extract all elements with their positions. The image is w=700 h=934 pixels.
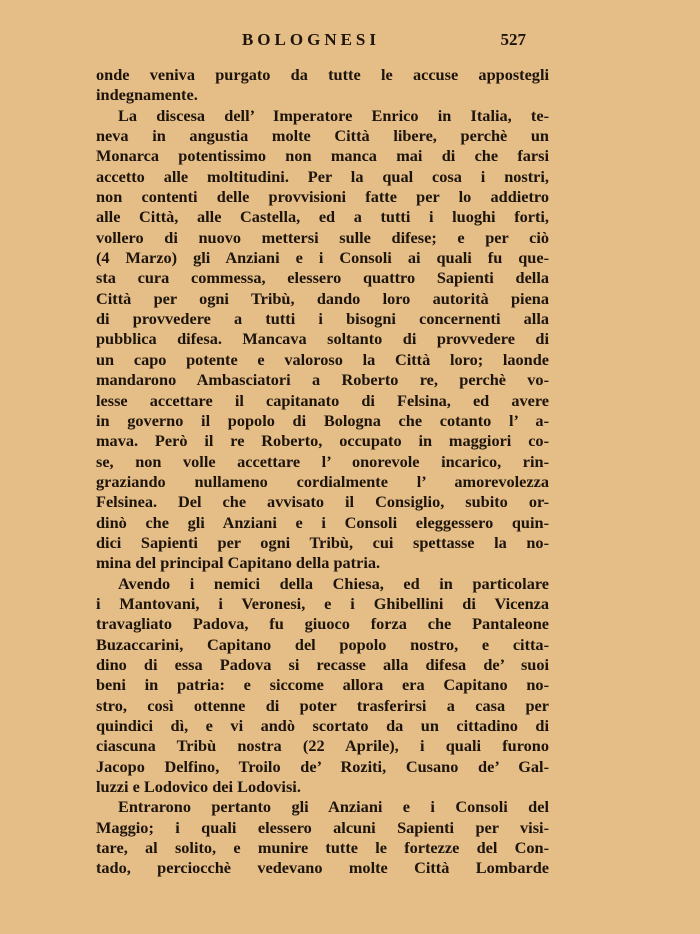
text-line: mava. Però il re Roberto, occupato in maggiori co-: [96, 431, 549, 451]
text-line: Maggio; i quali elessero alcuni Sapienti per visi-: [96, 817, 549, 837]
text-line: luzzi e Lodovico dei Lodovisi.: [96, 777, 301, 797]
text-line: se, non volle accettare l’ onorevole incarico, rin-: [96, 451, 549, 471]
text-line: onde veniva purgato da tutte le accuse appostegli: [96, 65, 549, 84]
text-line: La discesa dell’ Imperatore Enrico in Italia, te-: [118, 105, 549, 125]
text-line: tado, perciocchè vedevano molte Città Lombarde: [96, 858, 549, 878]
page-header: [96, 30, 526, 54]
page-number: 527: [500, 30, 526, 49]
text-line: dinò che gli Anziani e i Consoli eleggessero quin-: [96, 512, 549, 532]
text-line: non contenti delle provvisioni fatte per lo addietro: [96, 187, 549, 207]
text-line: graziando nullameno cordialmente l’ amorevolezza: [96, 471, 549, 491]
text-line: pubblica difesa. Mancava soltanto di provvedere di: [96, 329, 549, 349]
text-line: indegnamente.: [96, 85, 198, 105]
text-line: in governo il popolo di Bologna che cotanto l’ a-: [96, 410, 549, 430]
text-line: quindici dì, e vi andò scortato da un cittadino di: [96, 716, 549, 735]
text-line: sta cura commessa, elessero quattro Sapienti della: [96, 268, 549, 288]
text-line: vollero di nuovo mettersi sulle difese; e per ciò: [96, 227, 549, 247]
body-text: [96, 65, 549, 879]
text-line: stro, così ottenne di poter trasferirsi a casa per: [96, 695, 549, 715]
text-line: Buzaccarini, Capitano del popolo nostro, e citta-: [96, 634, 549, 654]
text-line: (4 Marzo) gli Anziani e i Consoli ai quali fu que-: [96, 248, 549, 268]
text-line: di provvedere a tutti i bisogni concernenti alla: [96, 309, 549, 329]
text-line: travagliato Padova, fu giuoco forza che Pantaleone: [96, 614, 549, 634]
text-line: lesse accettare il capitanato di Felsina, ed avere: [96, 390, 549, 410]
text-line: tare, al solito, e munire tutte le fortezze del Con-: [96, 838, 549, 858]
text-line: mina del principal Capitano della patria.: [96, 553, 381, 573]
text-line: un capo potente e valoroso la Città loro; laonde: [96, 349, 549, 369]
text-line: Città per ogni Tribù, dando loro autorità piena: [96, 288, 549, 308]
text-line: Entrarono pertanto gli Anziani e i Consoli del: [118, 797, 549, 817]
text-line: mandarono Ambasciatori a Roberto re, perchè vo-: [96, 370, 549, 390]
text-line: accetto alle moltitudini. Per la qual cosa i nostri,: [96, 166, 549, 186]
text-line: i Mantovani, i Veronesi, e i Ghibellini di Vicenza: [96, 593, 549, 613]
text-line: dino di essa Padova si recasse alla difesa de’ suoi: [96, 654, 549, 674]
text-line: beni in patria: e siccome allora era Capitano no-: [96, 675, 549, 695]
text-line: neva in angustia molte Città libere, perchè un: [96, 126, 549, 146]
text-line: ciascuna Tribù nostra (22 Aprile), i quali furono: [96, 736, 549, 756]
text-line: alle Città, alle Castella, ed a tutti i luoghi forti,: [96, 207, 549, 227]
text-line: dici Sapienti per ogni Tribù, cui spettasse la no-: [96, 532, 549, 552]
text-line: Avendo i nemici della Chiesa, ed in particolare: [118, 573, 549, 593]
text-line: Jacopo Delfino, Troilo de’ Roziti, Cusano de’ Gal-: [96, 756, 549, 776]
running-title: BOLOGNESI: [241, 30, 381, 49]
text-line: Felsinea. Del che avvisato il Consiglio, subito or-: [96, 492, 549, 512]
text-line: Monarca potentissimo non manca mai di che farsi: [96, 146, 549, 166]
